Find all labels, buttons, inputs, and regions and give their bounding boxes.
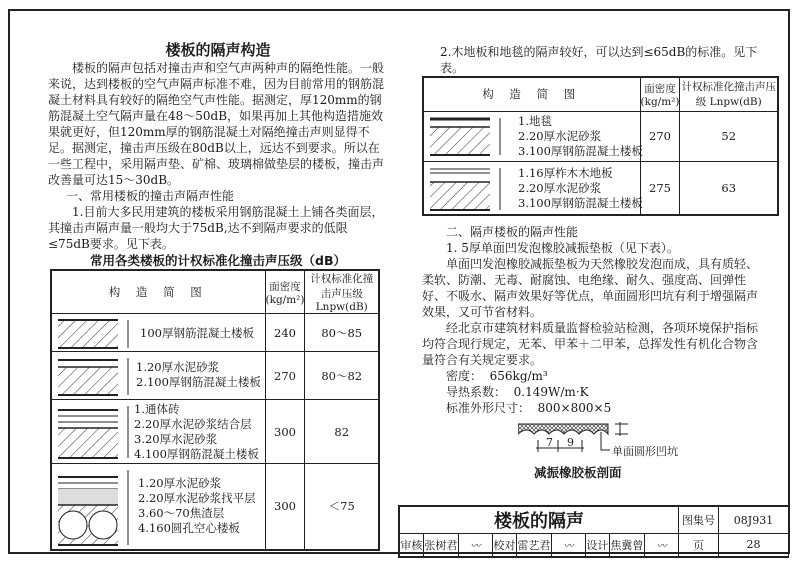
table-row [423,161,778,215]
page-label: 页 [679,534,719,557]
dim-9: 9 [567,436,574,449]
spec-label: 密度： [446,369,483,383]
diagram-cell [423,111,643,161]
spec-conductivity [422,384,780,400]
figure-note: 单面圆形凹坑 [612,445,678,458]
section-heading-2: 二、隔声楼板的隔声性能 [446,225,579,239]
slab-diagram-icon [56,355,136,399]
item-1-text: 1.目前大多民用建筑的楼板采用钢筋混凝土上铺各类面层，其撞击声隔声量一般均大于75dB,达不到隔声要求的低限≤75dB要求。见下表。 [48,205,384,251]
layer-label: 1.20厚水泥砂浆 [138,476,222,490]
intro-paragraph: 楼板的隔声包括对撞击声和空气声两种声的隔绝性能。一般来说，达到楼板的空气声隔声标准不难，因为目前常用的钢筋混凝土材料具有较好的隔绝空气声性能。据测定，厚120mm的钢筋混凝土空气隔声量在48～50dB，如果再加上其他构造措施效果就更好，但120mm厚的钢筋混凝土对隔绝撞击声则显得不足。据测定，撞击声压级在80dB以上，远达不到要求。所以在一些工程中，采用隔声垫、矿棉、玻璃棉做垫层的楼板，撞击声改善量可达15～30dB。 [48,61,385,187]
carpet-slab-diagram-icon [428,115,508,159]
layer-label: 3.100厚钢筋混凝土楼板 [518,195,643,210]
layer-label: 2.100厚钢筋混凝土楼板 [136,375,261,389]
col-header-density: 面密度(kg/m²) [265,270,305,314]
slab-diagram-icon [56,403,136,463]
level-value: 82 [305,400,379,464]
slab-diagram-icon [56,317,136,351]
left-column [48,40,388,551]
diagram-cell [51,352,265,400]
rubber-section-figure [422,422,780,484]
layer-label: 2.20厚水泥砂浆找平层 [138,491,256,505]
layer-label: 3.100厚钢筋混凝土楼板 [518,143,643,158]
spec-label: 标准外形尺寸： [446,401,531,415]
density-value: 270 [640,111,680,161]
table-row [51,352,379,400]
spec-density [422,368,780,384]
spec-value: 800×800×5 [537,401,612,415]
dim-7: 7 [546,436,553,449]
atlas-label: 图集号 [679,506,719,534]
right-column [422,44,780,484]
design-label: 设计 [585,534,609,557]
diagram-cell [51,464,265,550]
layer-label: 1.通体砖 [134,402,180,416]
col-header-diagram: 构 造 简 图 [51,270,265,314]
table-wood-carpet [422,76,779,216]
layer-label: 4.160圆孔空心楼板 [138,521,240,535]
spec-value: 656kg/m³ [489,369,548,383]
drawing-title: 楼板的隔声 [399,506,679,534]
page-title: 楼板的隔声构造 [165,41,271,59]
layer-label: 1.地毯 [518,113,552,128]
review-label: 审核 [399,534,423,557]
page-number: 28 [719,534,789,557]
rubber-description: 单面凹发泡橡胶减振垫板为天然橡胶发泡而成，具有质轻、柔软、防潮、无毒、耐腐蚀、电绝缘、耐久、强度高、回弹性好、不吸水、隔声效果好等优点，单面圆形凹坑有利于增强隔声效果，又可节省材料。 [422,257,759,319]
table-row [423,111,778,161]
layer-label: 2.20厚水泥砂浆 [518,180,602,195]
layer-label: 2.20厚水泥砂浆 [518,128,602,143]
check-label: 校对 [493,534,517,557]
wood-floor-slab-diagram-icon [428,165,508,215]
designer-name: 焦冀曾 [609,534,644,557]
level-value: 80～82 [305,352,379,400]
table-common-floors [50,269,380,551]
hollow-slab-diagram-icon [56,467,136,549]
density-value: 300 [265,464,305,550]
density-value: 275 [640,161,680,215]
layer-label: 3.20厚水泥砂浆 [134,432,218,446]
density-value: 270 [265,352,305,400]
layer-label: 1.16厚柞木木地板 [518,165,613,180]
col-header-density: 面密度(kg/m²) [640,77,680,111]
section-heading-1: 一、常用楼板的撞击声隔声性能 [66,189,235,203]
level-value: 63 [680,161,778,215]
diagram-cell [51,314,265,352]
diagram-cell [423,161,643,215]
spec-label: 导热系数： [446,385,507,399]
table1-caption: 常用各类楼板的计权标准化撞击声压级（dB） [90,253,346,268]
level-value: 52 [680,111,778,161]
figure-caption: 减振橡胶板剖面 [534,465,622,480]
item-3-text: 1. 5厚单面凹发泡橡胶减振垫板（见下表）。 [446,241,679,255]
col-header-level: 计权标准化撞击声压级 Lnpw(dB) [680,77,778,111]
density-value: 300 [265,400,305,464]
spec-value: 0.149W/m·K [513,385,589,399]
level-value: ＜75 [305,464,379,550]
col-header-diagram: 构 造 简 图 [423,77,640,111]
table-row [51,400,379,464]
col-header-level: 计权标准化撞击声压级 Lnpw(dB) [305,270,379,314]
atlas-number: 08J931 [719,506,789,534]
item-2-text: 2.木地板和地毯的隔声较好，可以达到≤65dB的标准。见下表。 [440,45,758,75]
title-block [398,505,789,558]
spec-size [422,400,780,416]
table-row [51,464,379,550]
diagram-cell [51,400,265,464]
checker-signature: 〰 [551,534,585,557]
layer-label: 2.20厚水泥砂浆结合层 [134,417,252,431]
designer-signature: 〰 [645,534,679,557]
level-value: 80～85 [305,314,379,352]
layer-label: 4.100厚钢筋混凝土楼板 [134,447,259,461]
table-row [51,314,379,352]
inspection-paragraph: 经北京市建筑材料质量监督检验站检测，各项环境保护指标均符合现行规定，无苯、甲苯＋二甲苯，总挥发性有机化合物含量符合有关规定要求。 [422,321,759,367]
checker-name: 雷艺君 [516,534,551,557]
reviewer-signature: 〰 [459,534,493,557]
layer-label: 100厚钢筋混凝土楼板 [140,326,254,340]
reviewer-name: 张树君 [423,534,458,557]
layer-label: 1.20厚水泥砂浆 [136,360,220,374]
layer-label: 3.60～70焦渣层 [138,506,225,520]
density-value: 240 [265,314,305,352]
